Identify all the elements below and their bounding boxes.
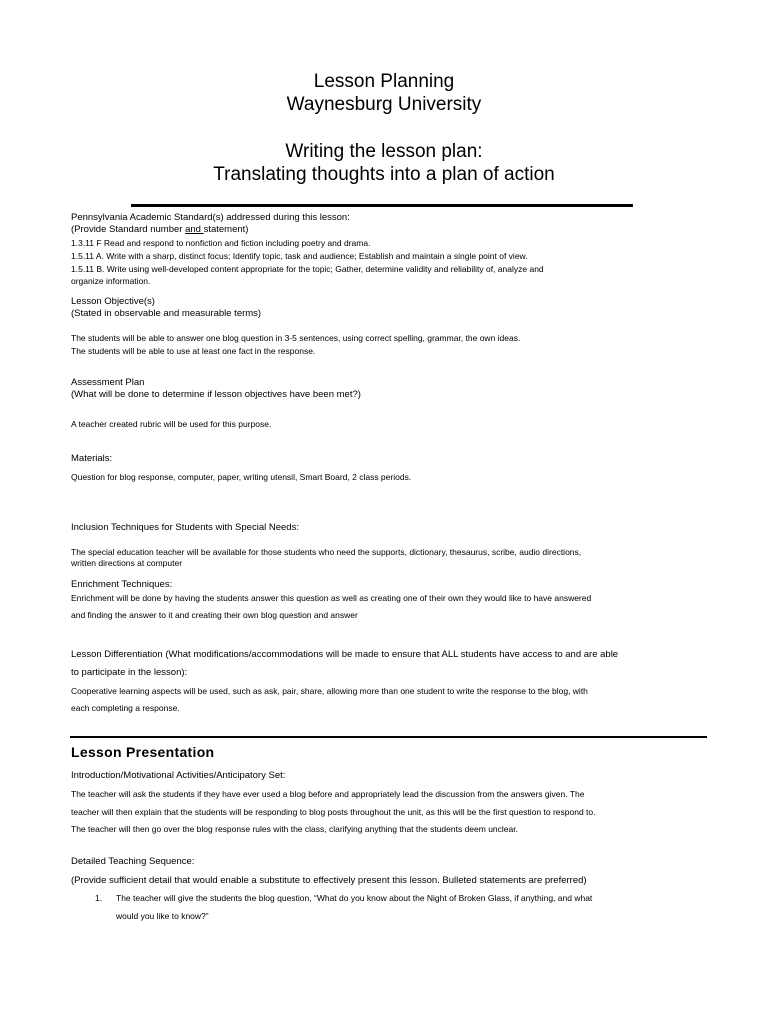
- intro-heading: Introduction/Motivational Activities/Anticipatory Set:: [71, 770, 286, 781]
- objective-subheading: (Stated in observable and measurable terms): [71, 308, 262, 319]
- standards-instruction-b: statement): [203, 224, 249, 235]
- intro-line: teacher will then explain that the students will be responding to blog posts throughout the unit, as this will be the first question to respond to.: [71, 807, 596, 817]
- doc-subtitle: Writing the lesson plan:: [285, 141, 483, 162]
- intro-line: The teacher will then go over the blog response rules with the class, clarifying anything that the students deem unclear.: [71, 824, 518, 834]
- materials-heading: Materials:: [71, 453, 113, 464]
- presentation-heading: Lesson Presentation: [71, 744, 215, 760]
- step-number: 1.: [95, 893, 103, 903]
- inclusion-heading: Inclusion Techniques for Students with Special Needs:: [71, 522, 299, 533]
- sequence-subheading: (Provide sufficient detail that would enable a substitute to effectively present this lesson. Bulleted statements are preferred): [71, 875, 587, 886]
- enrichment-heading: Enrichment Techniques:: [71, 579, 173, 590]
- inclusion-line: The special education teacher will be available for those students who need the supports, dictionary, thesaurus, scribe, audio directions,: [71, 547, 582, 557]
- assessment-heading: Assessment Plan: [71, 377, 145, 388]
- objective-line: The students will be able to use at least one fact in the response.: [71, 346, 316, 356]
- section-divider: [70, 736, 707, 738]
- enrichment-line: Enrichment will be done by having the students answer this question as well as creating one of their own they would like to have answered: [71, 593, 592, 603]
- assessment-line: A teacher created rubric will be used for this purpose.: [71, 419, 272, 429]
- step-line: The teacher will give the students the blog question, “What do you know about the Night of Broken Glass, if anything, and what: [116, 893, 593, 903]
- standard-item: 1.5.11 A. Write with a sharp, distinct focus; Identify topic, task and audience; Establish and maintain a single point of view.: [71, 251, 528, 261]
- assessment-subheading: (What will be done to determine if lesson objectives have been met?): [71, 389, 361, 400]
- differentiation-line: Cooperative learning aspects will be used, such as ask, pair, share, allowing more than one student to write the response to the blog, with: [71, 686, 588, 696]
- standards-instruction-and: and: [185, 224, 204, 235]
- standards-instruction: [71, 224, 248, 236]
- standard-item: 1.3.11 F Read and respond to nonfiction and fiction including poetry and drama.: [71, 238, 371, 248]
- doc-subtitle-2: Translating thoughts into a plan of action: [213, 164, 555, 185]
- differentiation-heading-cont: to participate in the lesson):: [71, 667, 188, 678]
- title-divider: [131, 204, 633, 207]
- university-name: Waynesburg University: [286, 94, 482, 115]
- standard-item: organize information.: [71, 276, 151, 286]
- sequence-heading: Detailed Teaching Sequence:: [71, 856, 195, 867]
- materials-line: Question for blog response, computer, paper, writing utensil, Smart Board, 2 class periods.: [71, 472, 412, 482]
- differentiation-heading: Lesson Differentiation (What modifications/accommodations will be made to ensure that ALL students have access to and are able: [71, 649, 619, 660]
- inclusion-line: written directions at computer: [71, 558, 183, 568]
- standards-instruction-a: (Provide Standard number: [71, 224, 186, 235]
- intro-line: The teacher will ask the students if they have ever used a blog before and appropriately lead the discussion from the answers given. The: [71, 789, 585, 799]
- differentiation-line: each completing a response.: [71, 703, 180, 713]
- doc-title: Lesson Planning: [313, 71, 455, 92]
- standards-heading: Pennsylvania Academic Standard(s) addressed during this lesson:: [71, 212, 350, 223]
- standard-item: 1.5.11 B. Write using well-developed content appropriate for the topic; Gather, determine validity and reliability of, analyze and: [71, 264, 544, 274]
- objective-line: The students will be able to answer one blog question in 3-5 sentences, using correct spelling, grammar, the own ideas.: [71, 333, 521, 343]
- objective-heading: Lesson Objective(s): [71, 296, 155, 307]
- enrichment-line: and finding the answer to it and creating their own blog question and answer: [71, 610, 358, 620]
- step-line: would you like to know?”: [116, 911, 209, 921]
